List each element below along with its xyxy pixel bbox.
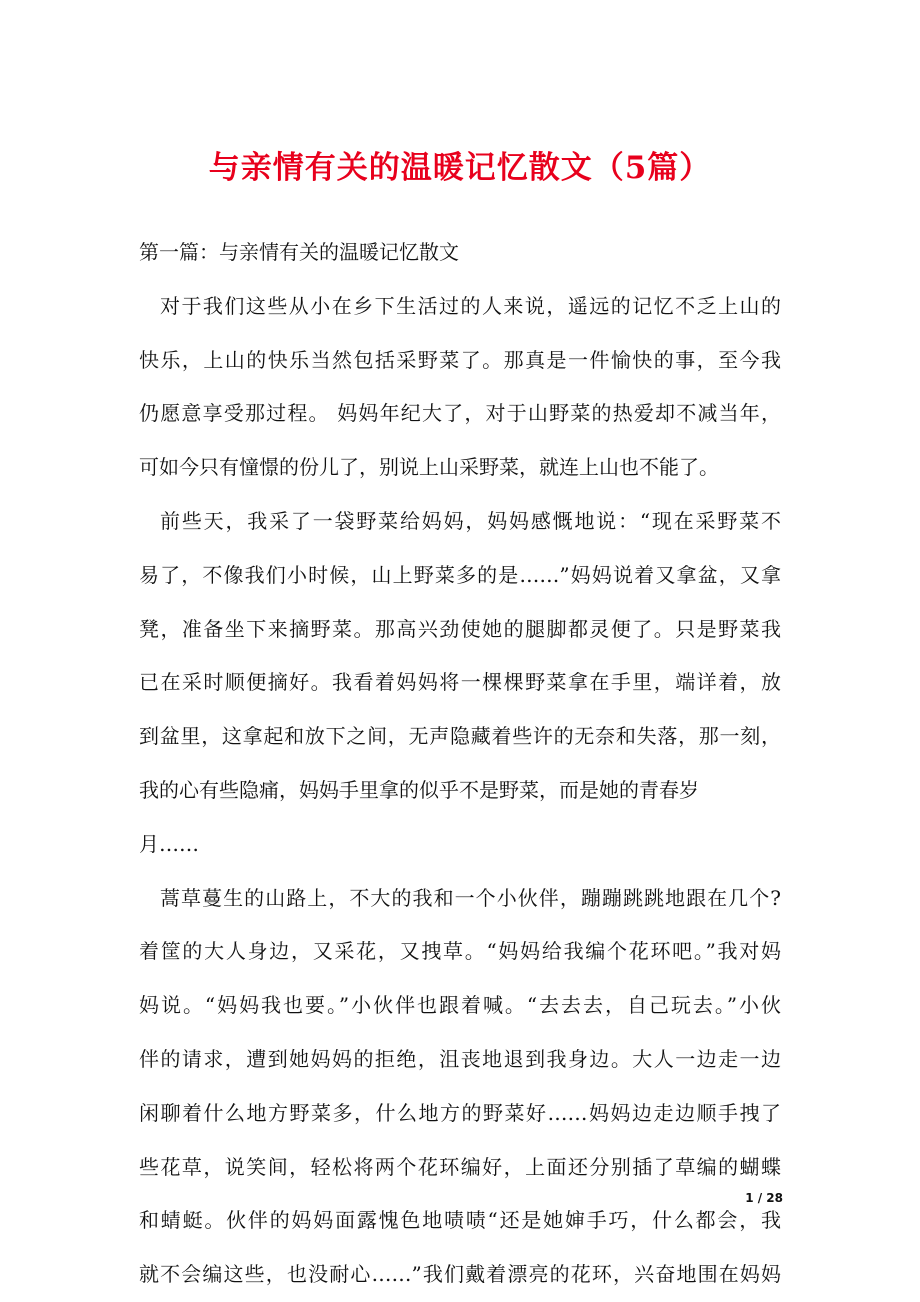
section-heading: 第一篇：与亲情有关的温暖记忆散文 xyxy=(139,240,459,264)
body-line: 月…… xyxy=(139,831,199,856)
body-line: 我的心有些隐痛，妈妈手里拿的似乎不是野菜，而是她的青春岁 xyxy=(139,777,699,802)
document-body xyxy=(139,226,781,1302)
body-line: 已在采时顺便摘好。我看着妈妈将一棵棵野菜拿在手里，端详着，放 xyxy=(139,670,781,695)
body-line: 到盆里，这拿起和放下之间，无声隐藏着些许的无奈和失落，那一刻， xyxy=(139,724,781,749)
body-line: 前些天，我采了一袋野菜给妈妈，妈妈感慨地说：“现在采野菜不 xyxy=(160,508,781,533)
body-line: 和蜻蜓。伙伴的妈妈面露愧色地啧啧“还是她婶手巧，什么都会，我 xyxy=(139,1208,781,1233)
body-line: 些花草，说笑间，轻松将两个花环编好，上面还分别插了草编的蝴蝶 xyxy=(139,1154,781,1179)
body-line: 妈说。“妈妈我也要。”小伙伴也跟着喊。“去去去，自己玩去。”小伙 xyxy=(139,993,781,1018)
body-line: 对于我们这些从小在乡下生活过的人来说，遥远的记忆不乏上山的 xyxy=(160,293,781,318)
body-line: 着筐的大人身边，又采花，又拽草。“妈妈给我编个花环吧。”我对妈 xyxy=(139,939,781,964)
body-line: 仍愿意享受那过程。 妈妈年纪大了，对于山野菜的热爱却不减当年， xyxy=(139,401,781,426)
body-line: 闲聊着什么地方野菜多，什么地方的野菜好……妈妈边走边顺手拽了 xyxy=(139,1100,781,1125)
body-line: 快乐，上山的快乐当然包括采野菜了。那真是一件愉快的事，至今我 xyxy=(139,347,781,372)
body-line: 易了，不像我们小时候，山上野菜多的是……”妈妈说着又拿盆，又拿 xyxy=(139,562,781,587)
body-line: 蒿草蔓生的山路上，不大的我和一个小伙伴，蹦蹦跳跳地跟在几个? xyxy=(160,885,781,910)
body-line: 就不会编这些，也没耐心……”我们戴着漂亮的花环，兴奋地围在妈妈 xyxy=(139,1262,781,1287)
body-line: 可如今只有憧憬的份儿了，别说上山采野菜，就连上山也不能了。 xyxy=(139,455,719,480)
page-number: 1 / 28 xyxy=(745,1191,783,1205)
body-line: 伴的请求，遭到她妈妈的拒绝，沮丧地退到我身边。大人一边走一边 xyxy=(139,1046,781,1071)
document-title: 与亲情有关的温暖记忆散文（5篇） xyxy=(208,150,712,186)
body-line: 凳，准备坐下来摘野菜。那高兴劲使她的腿脚都灵便了。只是野菜我 xyxy=(139,616,781,641)
